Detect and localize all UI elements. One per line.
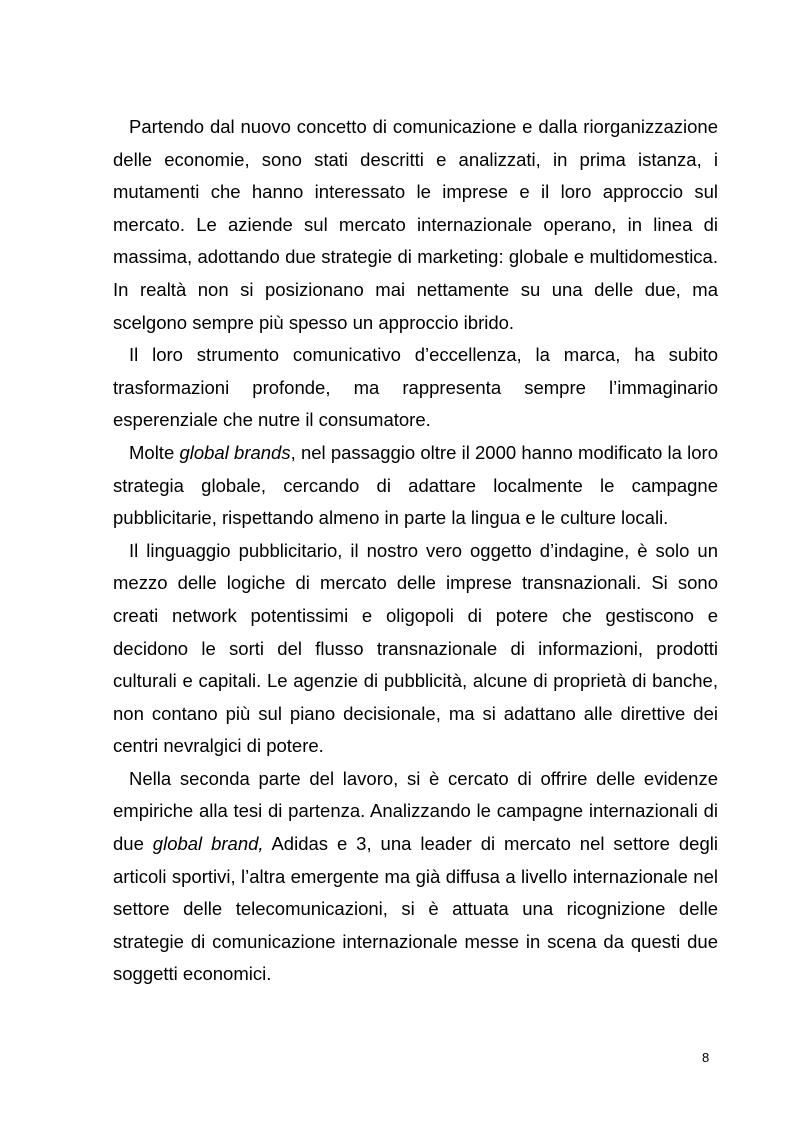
paragraph-3 [113, 437, 718, 535]
paragraph-5-italic: global brand, [152, 833, 264, 855]
body-text [113, 111, 718, 991]
page-number: 8 [702, 1050, 710, 1065]
paragraph-5-rest: Adidas e 3, una leader di mercato nel settore degli articoli sportivi, l’altra emergente ma già diffusa a livello internazionale nel settore delle telecomunicazioni, si è attuata una ricognizione delle strategie di comunicazione internazionale messe in scena da questi due soggetti economici. [113, 833, 718, 985]
paragraph-4: Il linguaggio pubblicitario, il nostro vero oggetto d’indagine, è solo un mezzo delle logiche di mercato delle imprese transnazionali. Si sono creati network potentissimi e oligopoli di potere che gestiscono e decidono le sorti del flusso transnazionale di informazioni, prodotti culturali e capitali. Le agenzie di pubblicità, alcune di proprietà di banche, non contano più sul piano decisionale, ma si adattano alle direttive dei centri nevralgici di potere. [113, 539, 718, 757]
paragraph-5-start: Nella seconda parte del lavoro, si è cercato di offrire delle evidenze empiriche alla tesi di partenza. Analizzando le campagne internazionali di due [113, 767, 718, 855]
paragraph-5 [113, 763, 718, 991]
paragraph-3-rest: , nel passaggio oltre il 2000 hanno modificato la loro strategia globale, cercando di adattare localmente le campagne pubblicitarie, rispettando almeno in parte la lingua e le culture locali. [113, 441, 718, 529]
paragraph-3-start: Molte [129, 441, 180, 463]
paragraph-2: Il loro strumento comunicativo d’eccellenza, la marca, ha subito trasformazioni profonde, ma rappresenta sempre l’immaginario esperenziale che nutre il consumatore. [113, 344, 718, 431]
paragraph-1: Partendo dal nuovo concetto di comunicazione e dalla riorganizzazione delle economie, sono stati descritti e analizzati, in prima istanza, i mutamenti che hanno interessato le imprese e il loro approccio sul mercato. Le aziende sul mercato internazionale operano, in linea di massima, adottando due strategie di marketing: globale e multidomestica. In realtà non si posizionano mai nettamente su una delle due, ma scelgono sempre più spesso un approccio ibrido. [113, 116, 718, 333]
paragraph-3-italic: global brands [179, 441, 291, 463]
